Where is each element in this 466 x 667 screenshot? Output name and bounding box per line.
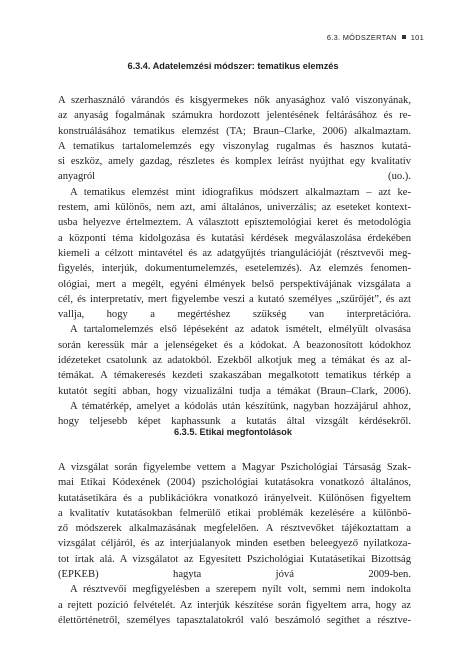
text-line: idézeteket csatolunk az adatokból. Ezekből alkotjuk meg a témákat és az al-: [58, 355, 411, 367]
text-line: A tematikus tartalomelemzés egy viszonylag rugalmas és hasznos kutatá-: [58, 140, 411, 152]
text-line: ológiai, mert a megélt, egyéni élmények belső perspektívájának vizsgálata a: [58, 278, 411, 290]
text-line: figyelés, interjúk, dokumentumelemzés, esetelemzés). Az elemzés fenomen-: [58, 263, 411, 275]
text-line: cél, és interpretatív, mert figyelembe veszi a kutató személyes „szűrőjét”, és azt: [58, 293, 411, 305]
text-line: vizsgálat céljáról, és az interjúalanyok minden esetben beleegyező nyilatkoza-: [58, 538, 411, 550]
square-bullet-icon: [402, 35, 406, 39]
text-line: restem, ami különös, nem azt, ami általános, univerzális; az eseteket kontext-: [58, 202, 411, 214]
text-line: ző módszerek alkalmazásának megfelelően. A résztvevőket tájékoztattam a: [58, 523, 411, 535]
text-line: A tematikus elemzést mint idiografikus módszert alkalmaztam – azt ke-: [70, 186, 411, 198]
text-line: hogy teljesebb képet kaphassunk a kutatás által vizsgált kérdésekről.: [58, 416, 411, 428]
section-6-3-5-body: [58, 460, 411, 628]
text-line: kutatásetikára és a publikációkra vonatkozó irányelveit. Különösen figyeltem: [58, 492, 411, 504]
running-head-section: 6.3. MÓDSZERTAN: [326, 33, 397, 42]
running-head: [327, 33, 424, 42]
text-line: a rejtett pozíció felvételét. Az interjúk készítése során figyeltem arra, hogy az: [58, 599, 411, 611]
text-line: élettörténetről, személyes tapasztalatokról való beszámoló segíthet a résztve-: [58, 614, 411, 626]
text-line: az anyaság fogalmának számukra hordozott jelentésének feltárásához és re-: [58, 110, 411, 122]
text-line: kiemeli a célzott mintavétel és az adatgyűjtés triangulációját (résztvevői meg-: [58, 247, 411, 259]
section-6-3-4-body: [58, 93, 411, 430]
text-line: A tématérkép, amelyet a kódolás után készítünk, nagyban hozzájárul ahhoz,: [70, 400, 411, 412]
text-line: vallja, hogy a megértéshez szükség van interpretációra.: [58, 309, 411, 321]
text-line: si eszköz, amely gazdag, részletes és komplex leírást nyújthat egy kvalitatív: [58, 156, 411, 168]
text-line: usba helyezve értelmeztem. A választott episztemológiai keret és metodológia: [58, 217, 411, 229]
text-line: anyagról (uo.).: [58, 171, 411, 183]
text-line: mai Etikai Kódexének (2004) pszichológiai kutatásokra vonatkozó általános,: [58, 477, 411, 489]
text-line: konstruálásához tematikus elemzést (TA; Braun–Clarke, 2006) alkalmaztam.: [58, 125, 411, 137]
text-line: kutatót segíti abban, hogy vizualizálni tudja a témákat (Braun–Clark, 2006).: [58, 385, 411, 397]
text-line: során keressük már a jelenségeket és a kódokat. A beazonosított kódokhoz: [58, 339, 411, 351]
section-heading-6-3-5: 6.3.5. Etikai megfontolások: [174, 427, 292, 437]
text-line: témákat. A témakeresés kezdeti szakaszában megalkotott tematikus térkép a: [58, 370, 411, 382]
section-heading-6-3-4: 6.3.4. Adatelemzési módszer: tematikus elemzés: [127, 61, 339, 71]
text-line: A vizsgálat során figyelembe vettem a Magyar Pszichológiai Társaság Szak-: [58, 462, 411, 473]
text-line: a központi téma kidolgozása és kutatási kérdések megválaszolása érdekében: [58, 232, 411, 244]
page-number: 101: [410, 33, 424, 42]
text-line: a kvalitatív kutatásokban felmerülő etikai problémák kezelésére a különbö-: [58, 507, 411, 519]
text-line: tot írtak alá. A vizsgálatot az Egyesített Pszichológiai Kutatásetikai Bizottság: [58, 553, 411, 565]
text-line: A résztvevői megfigyelésben a szerepem nyílt volt, semmi nem indokolta: [70, 584, 411, 596]
text-line: (EPKEB) hagyta jóvá 2009-ben.: [58, 569, 411, 581]
text-line: A szerhasználó várandós és kisgyermekes nők anyasághoz való viszonyának,: [58, 95, 411, 106]
text-line: A tartalomelemzés első lépéseként az adatok ismételt, elmélyült olvasása: [70, 324, 411, 336]
